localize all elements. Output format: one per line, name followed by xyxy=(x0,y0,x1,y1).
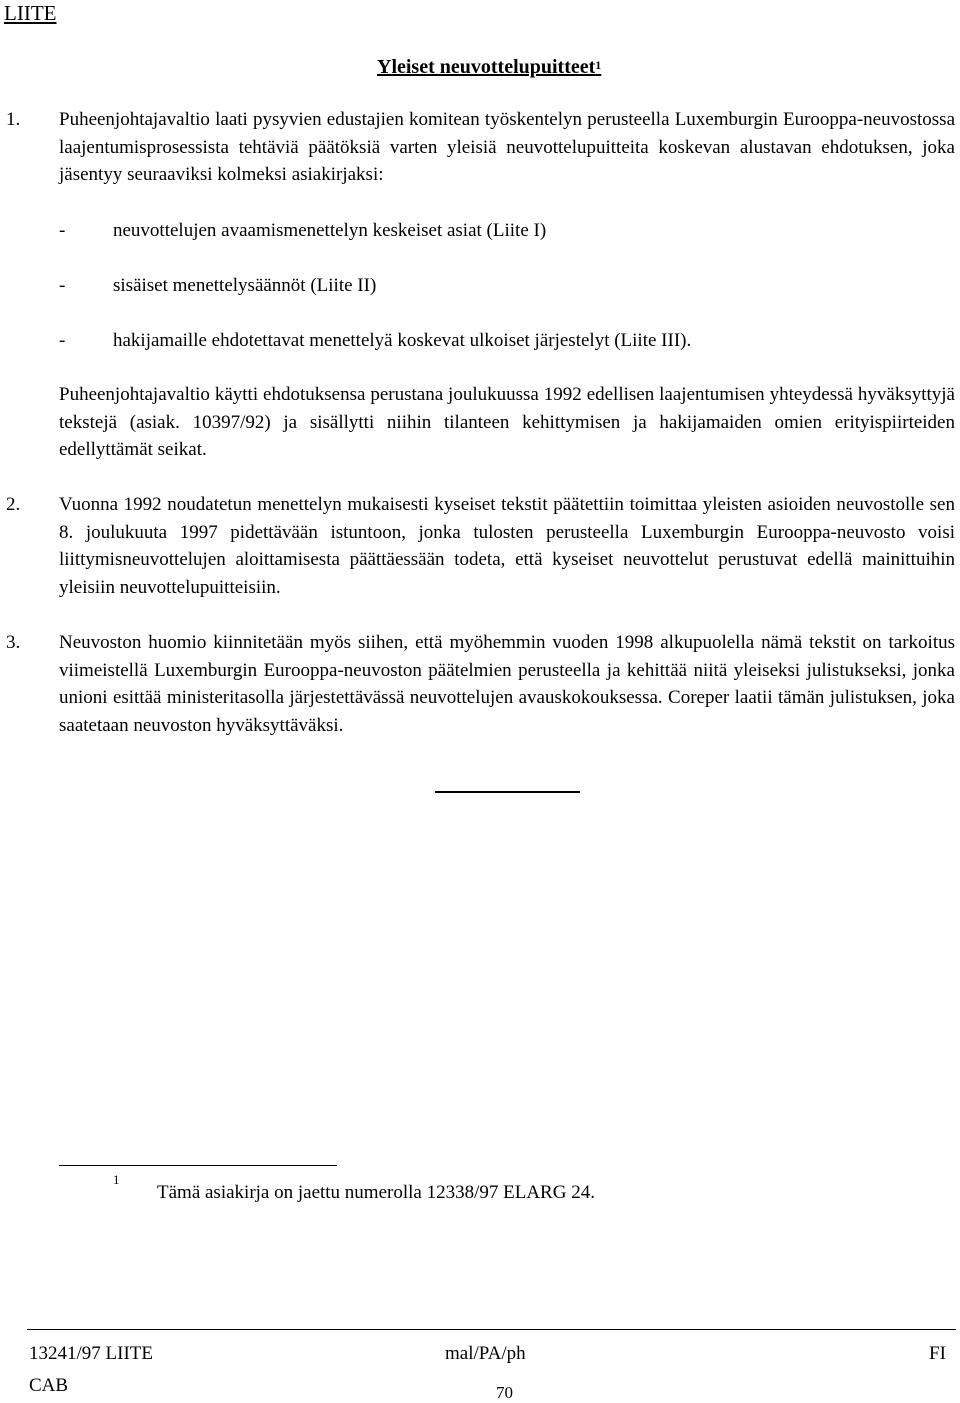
annex-label: LIITE xyxy=(4,1,57,25)
footer-unit: CAB xyxy=(29,1375,69,1396)
section-2-text: Vuonna 1992 noudatetun menettelyn mukaisesti kyseiset tekstit päätettiin toimittaa yleisten asioiden neuvostolle sen 8. joulukuuta 1997 pidettävään istuntoon, jonka tulosten perusteella Luxemburgin Eurooppa-neuvosto voisi liittymisneuvottelujen aloittamisesta päättäessään todeta, että kyseiset neuvottelut perustuvat edellä mainittuihin yleisiin neuvottelupuitteisiin. xyxy=(59,494,955,598)
footer-initials: mal/PA/ph xyxy=(445,1343,526,1364)
section-3-text: Neuvoston huomio kiinnitetään myös siihen, että myöhemmin vuoden 1998 alkupuolella nämä tekstit on tarkoitus viimeistellä Luxemburgin Eurooppa-neuvoston päätelmien perusteella ja kehittää niitä yleiseksi julistukseksi, jonka unioni esittää ministeritasolla järjestettävässä neuvottelujen avauskokouksessa. Coreper laatii tämän julistuksen, joka saatetaan neuvoston hyväksyttäväksi. xyxy=(59,632,955,736)
section-1-number: 1. xyxy=(6,109,21,130)
footer-language: FI xyxy=(929,1343,946,1364)
section-1-text: Puheenjohtajavaltio laati pysyvien edustajien komitean työskentelyn perusteella Luxemburgin Eurooppa-neuvostossa laajentumisprosessista tehtäviä päätöksiä varten yleisiä neuvottelupuitteita koskevan alustavan ehdotuksen, joka jäsentyy seuraaviksi kolmeksi asiakirjaksi: xyxy=(59,109,955,185)
bullet-item-liite-iii: hakijamaille ehdotettavat menettelyä koskevat ulkoiset järjestelyt (Liite III). xyxy=(113,330,692,351)
footnote-text: Tämä asiakirja on jaettu numerolla 12338/97 ELARG 24. xyxy=(157,1182,595,1203)
page-title-text: Yleiset neuvottelupuitteet xyxy=(377,56,596,78)
bullet-marker: - xyxy=(59,220,66,241)
section-2-number: 2. xyxy=(6,494,21,515)
section-3-number: 3. xyxy=(6,632,21,653)
page-number: 70 xyxy=(496,1383,513,1402)
footer-doc-ref: 13241/97 LIITE xyxy=(29,1343,154,1364)
footnote-separator xyxy=(59,1165,337,1166)
page-title xyxy=(377,54,601,80)
footer-rule xyxy=(27,1329,956,1330)
section-1-followup: Puheenjohtajavaltio käytti ehdotuksensa perustana joulukuussa 1992 edellisen laajentumisen yhteydessä hyväksyttyjä tekstejä (asiak. 10397/92) ja sisällytti niihin tilanteen kehittymisen ja hakijamaiden omien erityispiirteiden edellyttämät seikat. xyxy=(59,384,955,460)
footnote-number: 1 xyxy=(113,1172,120,1187)
bullet-item-liite-i: neuvottelujen avaamismenettelyn keskeiset asiat (Liite I) xyxy=(113,220,547,241)
bullet-marker: - xyxy=(59,330,66,351)
bullet-item-liite-ii: sisäiset menettelysäännöt (Liite II) xyxy=(113,275,377,296)
bullet-marker: - xyxy=(59,275,66,296)
closing-rule xyxy=(435,791,580,793)
title-footnote-ref: 1 xyxy=(595,58,602,72)
